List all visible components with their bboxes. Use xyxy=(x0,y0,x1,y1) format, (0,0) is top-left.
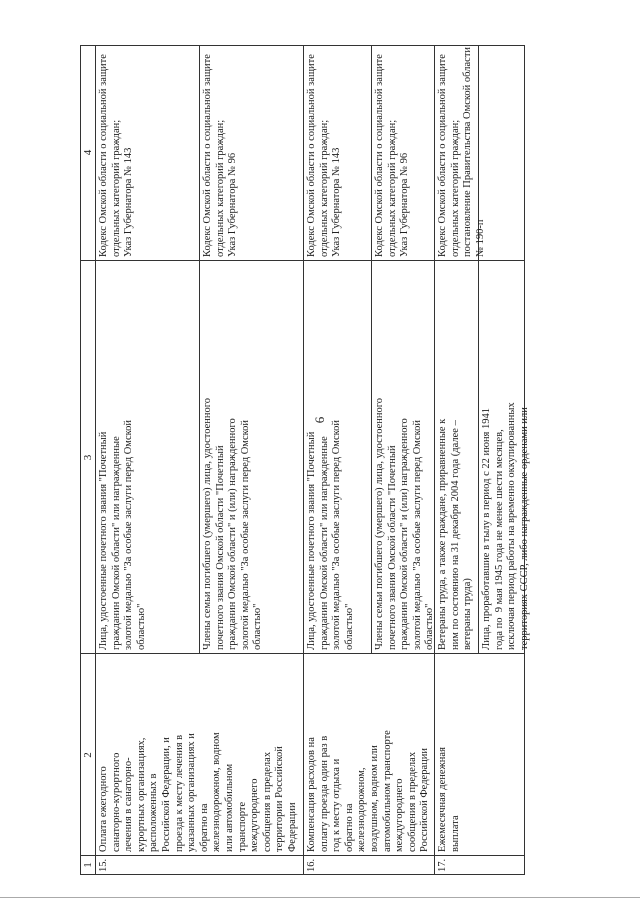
recipient-category: Лица, проработавшие в тылу в период с 22 июня 1941 года по 9 мая 1945 года не менее шести месяцев, исключая период работы на временно оккупированных территориях СССР, либо награжденные орденами или xyxy=(481,402,530,650)
row-number: 15. xyxy=(98,858,109,872)
header-col-3: 3 xyxy=(82,454,94,461)
recipient-category: Члены семьи погибшего (умершего) лица, удостоенного почетного звания Омской области "Почетный гражданин Омской области" и (или) награжденного золотой медалью "За особые заслуги перед Омской областью" xyxy=(202,397,264,650)
table-header xyxy=(81,46,96,874)
recipient-category: Члены семьи погибшего (умершего) лица, удостоенного почетного звания Омской области "Почетный гражданин Омской области" и (или) награжденного золотой медалью "За особые заслуги перед Омской областью" xyxy=(374,397,436,650)
legal-basis: Кодекс Омской области о социальной защите отдельных категорий граждан; Указ Губернатора № 96 xyxy=(202,54,239,257)
recipient-category: Лица, удостоенные почетного звания "Почетный гражданин Омской области" или награжденные золотой медалью "За особые заслуги перед Омской областью" xyxy=(306,419,355,650)
row-number: 17. xyxy=(437,858,448,872)
legal-basis: Кодекс Омской области о социальной защите отдельных категорий граждан; Указ Губернатора № 143 xyxy=(98,54,135,257)
recipient-category: Лица, удостоенные почетного звания "Почетный гражданин Омской области" или награжденные золотой медалью "За особые заслуги перед Омской областью" xyxy=(98,419,147,650)
benefits-table xyxy=(80,45,530,875)
legal-basis: Кодекс Омской области о социальной защите отдельных категорий граждан; Указ Губернатора № 143 xyxy=(306,54,343,257)
legal-basis: Кодекс Омской области о социальной защите отдельных категорий граждан; постановление Правительства Омской области № 190-п xyxy=(437,46,486,257)
header-col-2: 2 xyxy=(82,752,94,758)
service-name: Компенсация расходов на оплату проезда один раз в год к месту отдыха и обратно на железнодорожном, воздушном, водном или автомобильном транспорте междугороднего сообщения в пределах Российской Федерации xyxy=(306,730,431,852)
subrow-divider xyxy=(199,46,200,654)
page-number: 6 xyxy=(312,416,327,424)
legal-basis: Кодекс Омской области о социальной защите отдельных категорий граждан; Указ Губернатора № 96 xyxy=(374,54,411,257)
row-number: 16. xyxy=(306,858,317,872)
service-name: Оплата ежегодного санаторно-курортного лечения в санаторно- курортных организациях, расположенных в Российской Федерации, и проезда к месту лечения в указанных организациях и обратно на железнодорожном, водном или автомобильном транспорте междугороднего сообщения в пределах территории Российской Федерации xyxy=(98,732,298,852)
service-name: Ежемесячная денежная выплата xyxy=(437,747,461,852)
subrow-divider xyxy=(371,46,372,654)
scan-edge-line xyxy=(0,897,640,898)
header-col-4: 4 xyxy=(82,149,94,156)
row-divider xyxy=(434,46,435,874)
row-divider xyxy=(303,46,304,874)
recipient-category: Ветераны труда, а также граждане, приравненные к ним по состоянию на 31 декабря 2004 года (далее – ветераны труда) xyxy=(437,418,474,650)
header-col-1: 1 xyxy=(82,862,94,868)
